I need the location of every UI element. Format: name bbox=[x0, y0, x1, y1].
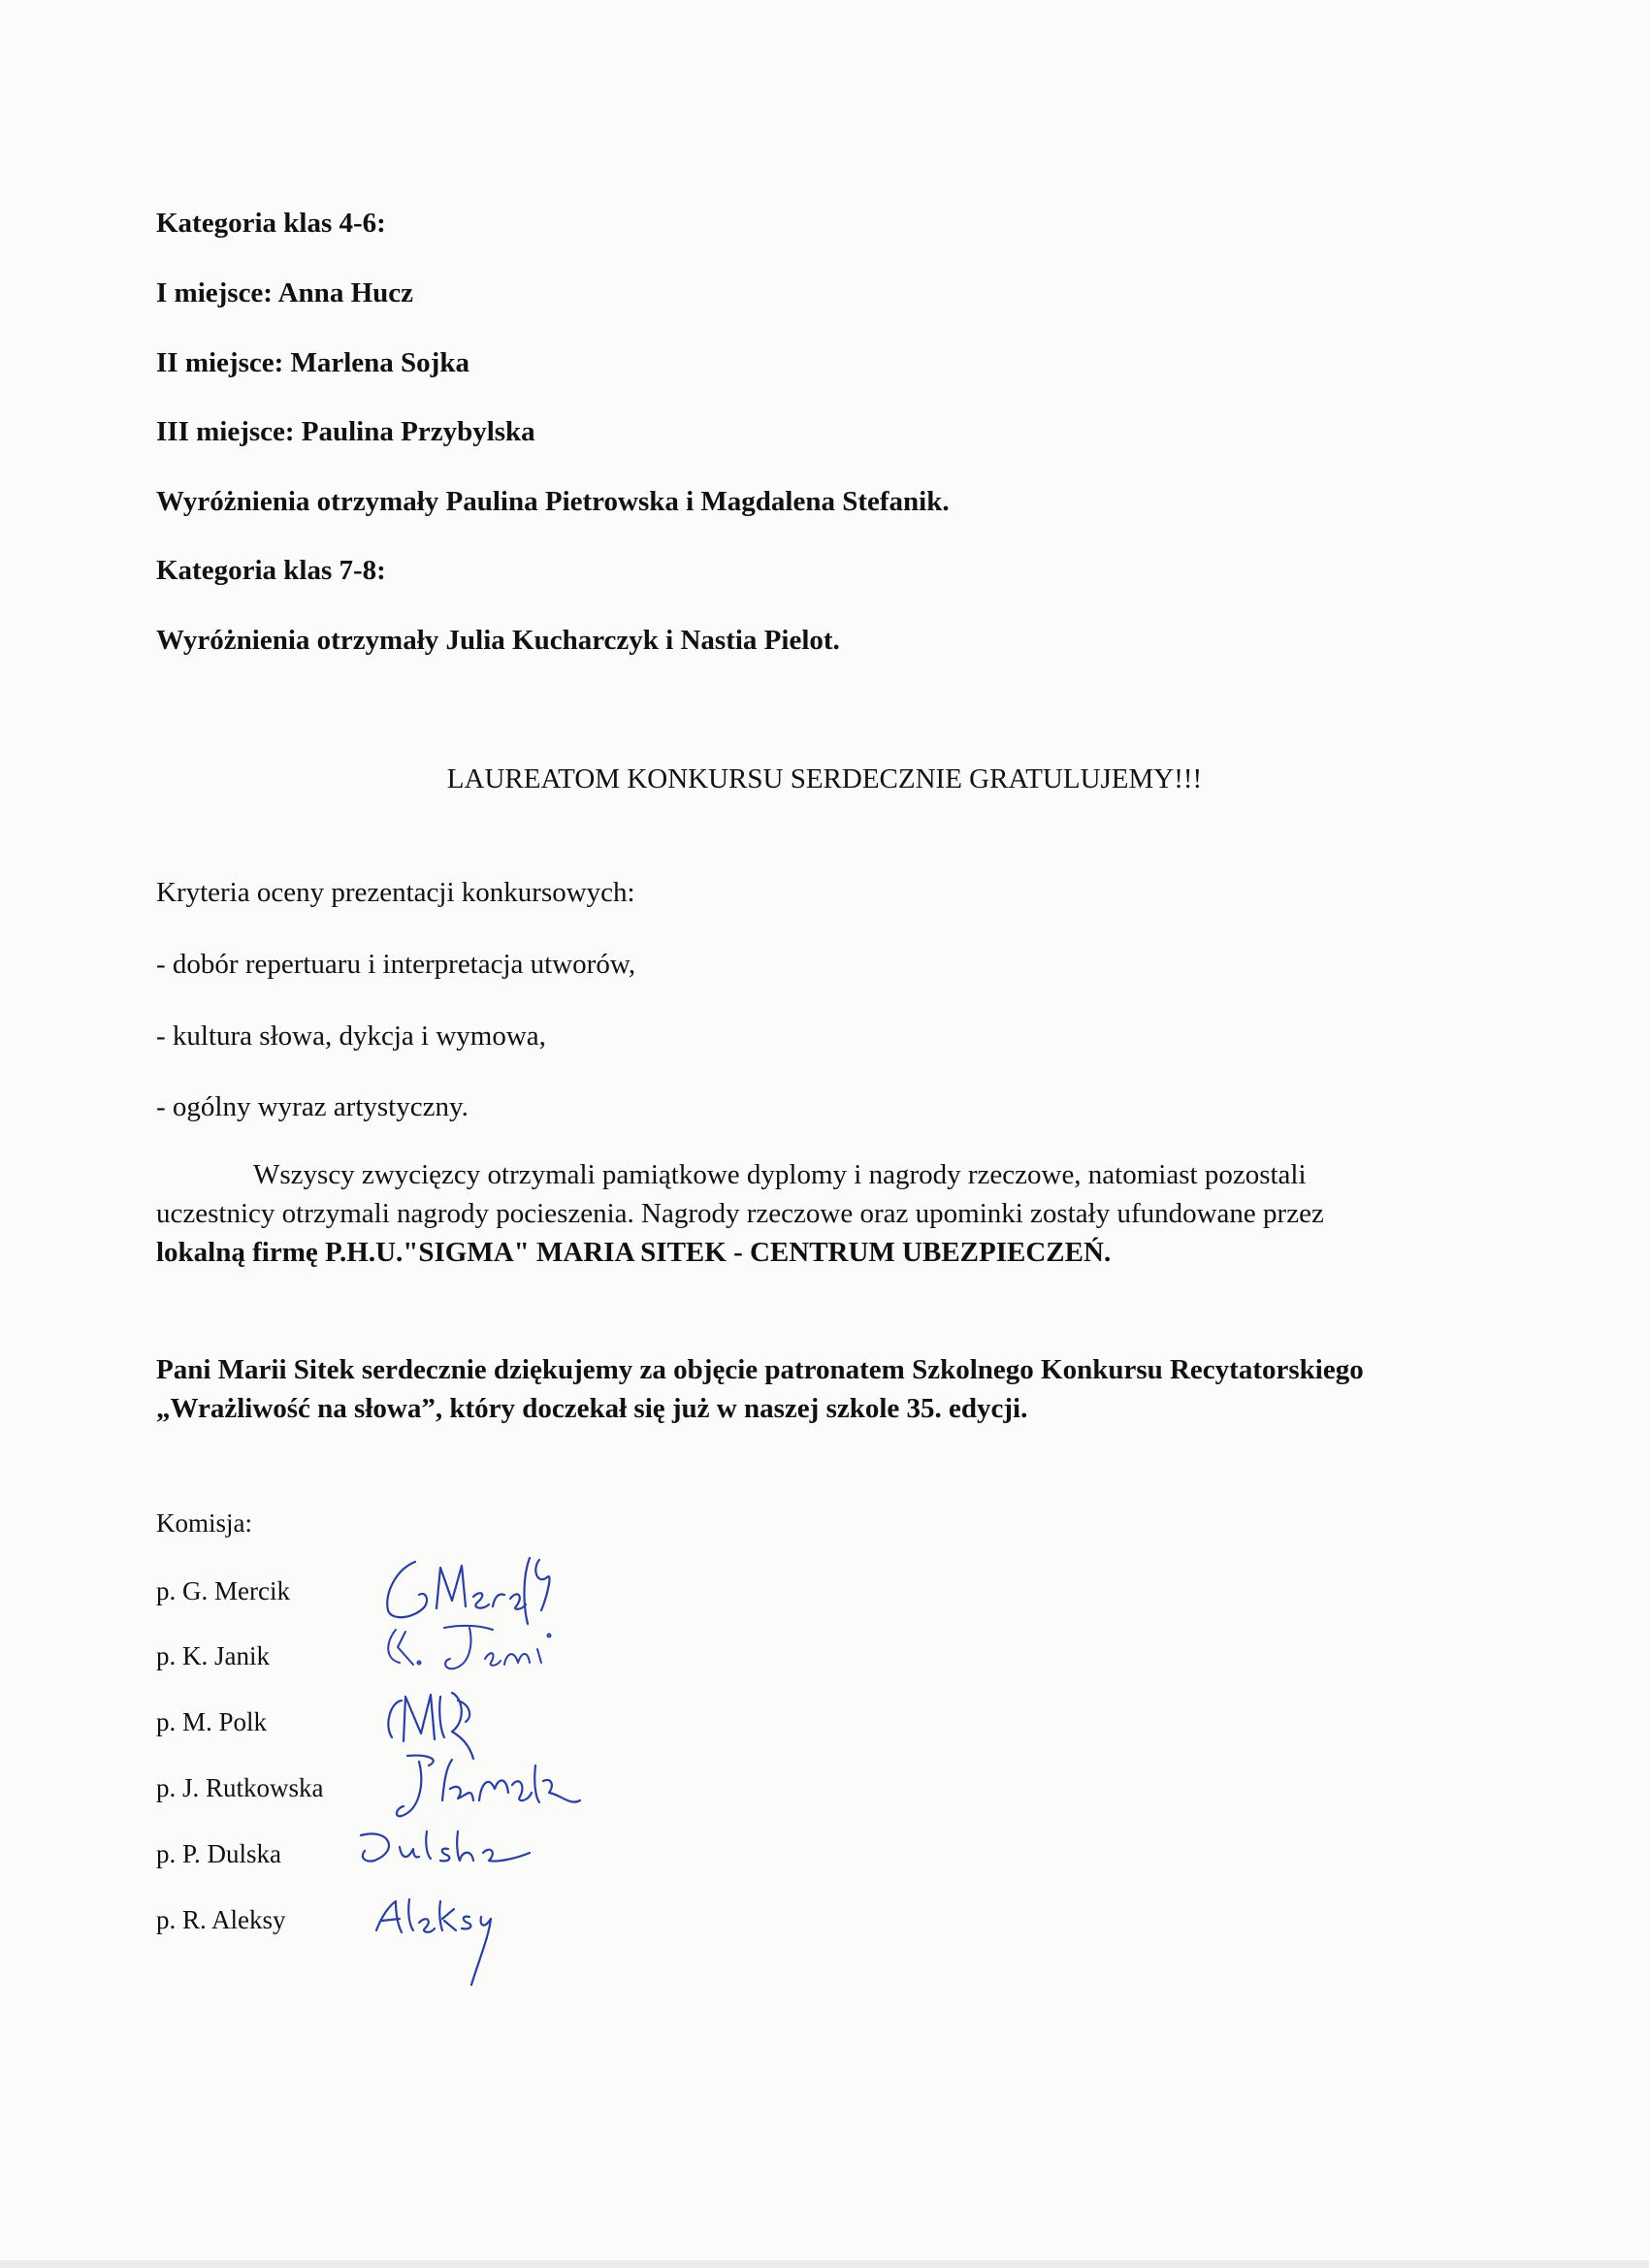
sponsor-name: lokalną firmę P.H.U."SIGMA" MARIA SITEK - CENTRUM UBEZPIECZEŃ. bbox=[156, 1237, 1112, 1268]
thanks-paragraph: Pani Marii Sitek serdecznie dziękujemy za objęcie patronatem Szkolnego Konkursu Recytatorskiego „Wrażliwość na słowa”, który doczekał się już w naszej szkole 35. edycji. bbox=[156, 1354, 1364, 1424]
signature-dulska bbox=[351, 1822, 535, 1875]
signature-rutkowska bbox=[390, 1746, 594, 1829]
criteria-item: - kultura słowa, dykcja i wymowa, bbox=[156, 1021, 546, 1052]
first-place: I miejsce: Anna Hucz bbox=[156, 277, 413, 308]
criteria-heading: Kryteria oceny prezentacji konkursowych: bbox=[156, 877, 635, 908]
committee-member: p. R. Aleksy bbox=[156, 1905, 286, 1934]
committee-member: p. M. Polk bbox=[156, 1707, 268, 1736]
honors-7-8: Wyróżnienia otrzymały Julia Kucharczyk i Nastia Pielot. bbox=[156, 625, 840, 656]
category-7-8-heading: Kategoria klas 7-8: bbox=[156, 555, 386, 586]
congratulations-heading: LAUREATOM KONKURSU SERDECZNIE GRATULUJEMY!!! bbox=[446, 763, 1203, 794]
committee-member: p. J. Rutkowska bbox=[156, 1773, 324, 1802]
scan-edge bbox=[0, 2260, 1649, 2268]
honors-4-6: Wyróżnienia otrzymały Paulina Pietrowska i Magdalena Stefanik. bbox=[156, 486, 950, 517]
prizes-paragraph bbox=[156, 1155, 1407, 1272]
category-4-6-heading: Kategoria klas 4-6: bbox=[156, 208, 386, 239]
second-place: II miejsce: Marlena Sojka bbox=[156, 347, 469, 378]
committee-heading: Komisja: bbox=[156, 1508, 252, 1538]
third-place: III miejsce: Paulina Przybylska bbox=[156, 416, 535, 447]
signature-aleksy bbox=[371, 1892, 516, 2013]
signature-janik bbox=[376, 1620, 561, 1683]
criteria-item: - ogólny wyraz artystyczny. bbox=[156, 1091, 469, 1122]
committee-member: p. P. Dulska bbox=[156, 1839, 282, 1868]
criteria-item: - dobór repertuaru i interpretacja utworów, bbox=[156, 949, 636, 980]
committee-member: p. G. Mercik bbox=[156, 1576, 290, 1605]
prizes-text: Wszyscy zwycięzcy otrzymali pamiątkowe dyplomy i nagrody rzeczowe, natomiast pozostali uczestnicy otrzymali nagrody pocieszenia. Nagrody rzeczowe oraz upominki zostały ufundowane przez bbox=[156, 1159, 1324, 1229]
committee-member: p. K. Janik bbox=[156, 1641, 270, 1670]
